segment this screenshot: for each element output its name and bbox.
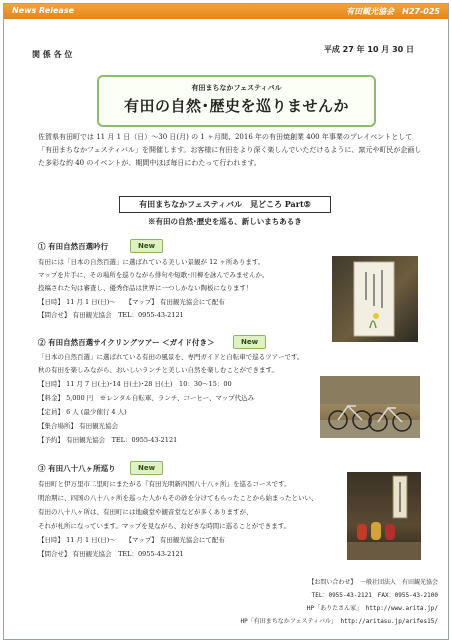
bicycle-icon <box>320 376 420 438</box>
section-3-heading: ③ 有田八十八ヶ所巡り <box>38 464 116 473</box>
contact-line-1: 【お問い合わせ】 一般社団法人 有田観光協会 <box>308 579 438 586</box>
title-sub: 有田まちなかフェスティバル <box>191 83 282 92</box>
contact-hp-arita[interactable]: HP「ありたさん家」 http://www.arita.jp/ <box>306 605 438 612</box>
addressee: 関 係 各 位 <box>32 50 73 59</box>
new-badge-1: New <box>130 239 163 253</box>
section-1-line: マップを片手に、その場所を巡りながら俳句や短歌･川柳を詠んでみませんか。 <box>38 271 269 279</box>
section-3-line: 明治期に、四国の八十八ヶ所を巡った人からその砂を分けてもらったことから始まったといい、 <box>38 494 318 502</box>
intro-paragraph: 佐賀県有田町では 11 月 1 日（日）～30 日(月) の 1 ヶ月間、2016 年の有田焼創業 400 年事業のプレイベントとして「有田まちなかフェスティバル」を開催します。お客様に有田をより深く楽しんでいただけるように、窯元や町民が企画した多彩な約 40 のイベントが、期間中ほぼ毎日にわたって行われます。 <box>38 133 422 167</box>
org-code: 有田観光協会 H27-025 <box>346 7 440 16</box>
section-3-line: 有田の八十八ヶ所は、有田町には地蔵堂や観音堂などが多くありますが、 <box>38 508 253 516</box>
section-2-heading: ② 有田自然百選サイクリングツアー ＜ガイド付き＞ <box>38 338 215 347</box>
section-3-detail: 【問合せ】 有田観光協会 TEL：0955-43-2121 <box>38 550 184 558</box>
section-3-line: それが札所になっています。マップを見ながら、お好きな時間に巡ることができます。 <box>38 522 291 530</box>
photo-sign-board <box>332 256 418 342</box>
title-box <box>97 75 376 127</box>
temple-icon <box>347 472 421 560</box>
section-2-detail: 【定員】 6 人 (最少催行 4 人) <box>38 408 127 416</box>
section-2-detail: 【予約】 有田観光協会 TEL：0955-43-2121 <box>38 436 178 444</box>
photo-temple <box>347 472 421 560</box>
section-1-heading: ① 有田自然百選吟行 <box>38 242 109 251</box>
section-1-detail: 【問合せ】 有田観光協会 TEL：0955-43-2121 <box>38 311 184 319</box>
news-release-label: News Release <box>12 6 74 15</box>
title-main: 有田の自然･歴史を巡りませんか <box>123 97 349 115</box>
section-2-detail: 【日時】 11 月 7 日(土)･14 日(土)･28 日(土) 10：30～15：00 <box>38 380 232 388</box>
section-1-line: 投稿された句は審査し、優秀作品は世界に一つしかない陶板になります！ <box>38 284 253 292</box>
contact-tel-fax: TEL：0955-43-2121 FAX：0955-43-2100 <box>311 592 438 599</box>
new-badge-3: New <box>130 461 163 475</box>
sign-board-icon <box>332 256 418 342</box>
contact-hp-festival[interactable]: HP「有田まちなかフェスティバル」 http://aritasu.jp/arifes15/ <box>240 618 438 625</box>
section-1-detail: 【日時】 11 月 1 日(日)～ 【マップ】 有田観光協会にて配布 <box>38 298 225 306</box>
section-2-line: 秋の有田を楽しみながら、おいしいランチと美しい自然を楽しむことができます。 <box>38 366 278 374</box>
photo-bicycles <box>320 376 420 438</box>
header-bar <box>4 4 448 19</box>
news-release-page <box>3 3 449 640</box>
section-3-line: 有田町と伊万里市二里町にまたがる『有田光明新四国八十八ヶ所』を巡るコースです。 <box>38 480 291 488</box>
release-date: 平成 27 年 10 月 30 日 <box>323 45 414 54</box>
section-2-line: 「日本の自然百選」に選ばれている有田の風景を、専門ガイドと自転車で巡るツアーです。 <box>38 353 304 361</box>
new-badge-2: New <box>233 335 266 349</box>
section-3-detail: 【日時】 11 月 1 日(日)～ 【マップ】 有田観光協会にて配布 <box>38 536 225 544</box>
section-1-line: 有田には「日本の自然百選」に選ばれている美しい景観が 12 ヶ所あります。 <box>38 258 265 266</box>
highlight-theme: ※有田の自然･歴史を巡る、新しいまちあるき <box>148 217 302 226</box>
highlight-box: 有田まちなかフェスティバル 見どころ Part⑤ <box>119 196 331 213</box>
section-2-detail: 【料金】 5,000 円 ※レンタル自転車、ランチ、コーヒー、マップ代込み <box>38 394 255 402</box>
section-2-detail: 【集合場所】 有田観光協会 <box>38 422 119 430</box>
